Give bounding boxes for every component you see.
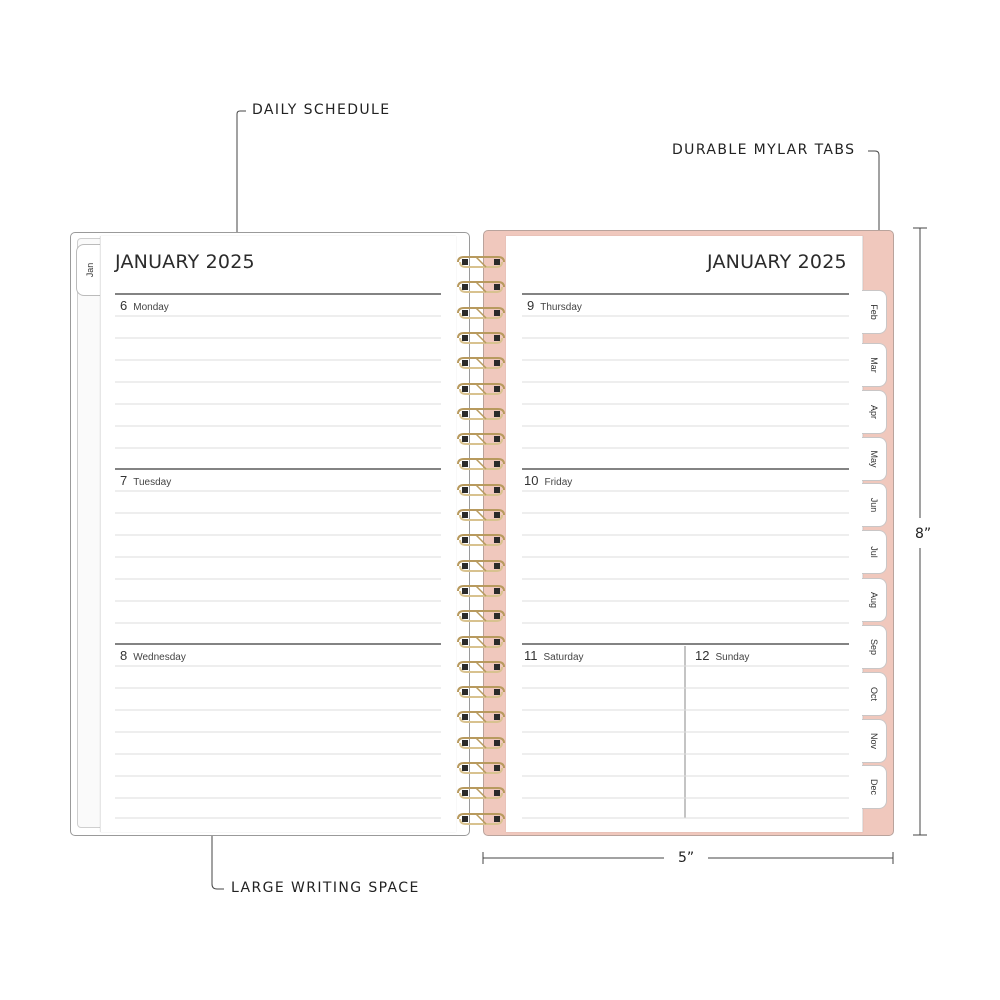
spiral-coil	[456, 382, 506, 394]
spiral-coil	[456, 331, 506, 343]
spiral-coil	[456, 306, 506, 318]
tab-nov[interactable]	[862, 719, 887, 763]
tab-label: May	[869, 450, 879, 468]
tab-oct[interactable]	[862, 672, 887, 716]
tab-label: Sep	[869, 638, 879, 656]
tab-jan-label: Jan	[85, 262, 95, 278]
tab-label: Jul	[869, 546, 879, 558]
tab-may[interactable]	[862, 437, 887, 481]
spiral-coil	[456, 609, 506, 621]
day-name: Sunday	[715, 652, 750, 663]
spiral-coil	[456, 736, 506, 748]
day-number: 6	[120, 298, 128, 313]
tab-aug[interactable]	[862, 578, 887, 622]
day-number: 8	[120, 648, 128, 663]
tab-label: Aug	[869, 591, 879, 609]
day-number: 12	[695, 648, 710, 663]
day-number: 10	[524, 473, 539, 488]
day-number: 9	[527, 298, 535, 313]
spiral-coil	[456, 483, 506, 495]
spiral-coil	[456, 685, 506, 697]
right-page-title: JANUARY 2025	[707, 251, 847, 273]
spiral-coil	[456, 533, 506, 545]
writing-space-callout: LARGE WRITING SPACE	[231, 880, 420, 896]
spiral-coil	[456, 508, 506, 520]
day-header-thursday	[527, 298, 582, 313]
day-number: 11	[524, 648, 538, 663]
tab-apr[interactable]	[862, 390, 887, 434]
tab-jul[interactable]	[862, 530, 887, 574]
spiral-coil	[456, 255, 506, 267]
spiral-coil	[456, 660, 506, 672]
day-header-saturday	[524, 648, 584, 663]
spiral-coil	[456, 761, 506, 773]
spiral-coil	[456, 710, 506, 722]
height-dimension-label: 8”	[915, 526, 932, 542]
tab-label: Apr	[869, 404, 879, 420]
tab-label: Dec	[869, 778, 879, 796]
tab-label: Jun	[869, 497, 879, 513]
tab-label: Oct	[869, 686, 879, 702]
day-name: Friday	[544, 477, 573, 488]
tab-mar[interactable]	[862, 343, 887, 387]
spiral-coil	[456, 280, 506, 292]
spiral-coil	[456, 812, 506, 824]
tab-dec[interactable]	[862, 765, 887, 809]
tab-jun[interactable]	[862, 483, 887, 527]
spiral-coil	[456, 559, 506, 571]
tab-label: Nov	[869, 732, 879, 750]
spiral-coil	[456, 432, 506, 444]
tab-label: Feb	[869, 304, 879, 320]
spiral-coil	[456, 786, 506, 798]
day-name: Wednesday	[133, 652, 186, 663]
left-page-title: JANUARY 2025	[115, 251, 255, 273]
tab-sep[interactable]	[862, 625, 887, 669]
day-name: Saturday	[543, 652, 584, 663]
day-name: Tuesday	[133, 477, 172, 488]
day-name: Monday	[133, 302, 169, 313]
spiral-coil	[456, 635, 506, 647]
day-number: 7	[120, 473, 128, 488]
spiral-coil	[456, 356, 506, 368]
width-dimension-label: 5”	[678, 850, 695, 866]
durable-tabs-callout: DURABLE MYLAR TABS	[672, 142, 856, 158]
day-header-sunday	[695, 648, 749, 663]
tab-feb[interactable]	[862, 290, 887, 334]
day-name: Thursday	[540, 302, 582, 313]
spiral-coil	[456, 584, 506, 596]
day-header-friday	[524, 473, 572, 488]
spiral-coil	[456, 407, 506, 419]
spiral-coil	[456, 457, 506, 469]
daily-schedule-callout: DAILY SCHEDULE	[252, 102, 391, 118]
tab-label: Mar	[869, 357, 879, 373]
